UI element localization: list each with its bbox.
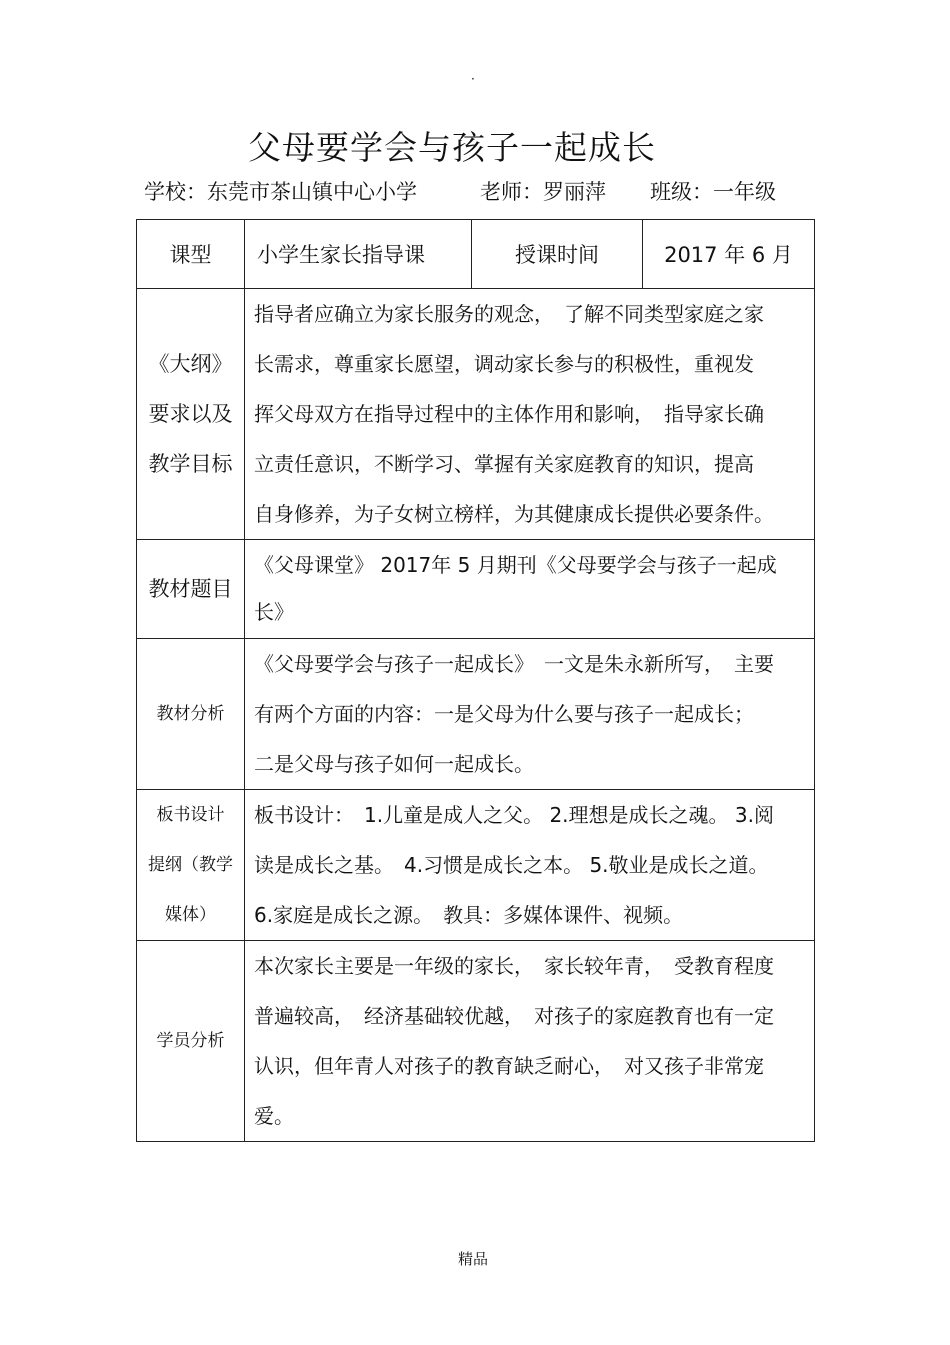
school-name: 东莞市茶山镇中心小学 xyxy=(207,180,417,204)
grade-info xyxy=(650,176,776,206)
header-row xyxy=(137,220,815,289)
row-text-learner-analysis: 本次家长主要是一年级的家长， 家长较年青， 受教育程度 普遍较高， 经济基础较优越， 对孩子的家庭教育也有一定 认识，但年青人对孩子的教育缺乏耐心， 对又孩子非常宠 爱。 xyxy=(245,941,815,1142)
teacher-name: 罗丽萍 xyxy=(543,180,606,204)
row-text-board-design: 板书设计： 1.儿童是成人之父。 2.理想是成长之魂。 3.阅 读是成长之基。 4.习惯是成长之本。 5.敬业是成长之道。 6.家庭是成长之源。 教具：多媒体课件、视频。 xyxy=(245,790,815,941)
lesson-type-value: 小学生家长指导课 xyxy=(245,220,472,289)
row-label-material-analysis: 教材分析 xyxy=(137,639,245,790)
table-row xyxy=(137,941,815,1142)
lesson-type-label: 课型 xyxy=(137,220,245,289)
row-label-material-title: 教材题目 xyxy=(137,540,245,639)
grade-name: 一年级 xyxy=(713,180,776,204)
teacher-info xyxy=(480,176,606,206)
lesson-plan-table xyxy=(136,219,815,1142)
row-text-material-title: 《父母课堂》 2017年 5 月期刊《父母要学会与孩子一起成 长》 xyxy=(245,540,815,639)
lesson-time-label: 授课时间 xyxy=(472,220,643,289)
page-footer: 精品 xyxy=(458,1250,489,1268)
teacher-label: 老师： xyxy=(480,180,543,204)
table-row xyxy=(137,540,815,639)
table-row xyxy=(137,289,815,540)
row-text-material-analysis: 《父母要学会与孩子一起成长》 一文是朱永新所写， 主要 有两个方面的内容：一是父母为什么要与孩子一起成长； 二是父母与孩子如何一起成长。 xyxy=(245,639,815,790)
table-row xyxy=(137,639,815,790)
row-text-syllabus: 指导者应确立为家长服务的观念， 了解不同类型家庭之家 长需求，尊重家长愿望，调动家长参与的积极性，重视发 挥父母双方在指导过程中的主体作用和影响， 指导家长确 立责任意识，不断学习、掌握有关家庭教育的知识，提高 自身修养，为子女树立榜样，为其健康成长提供必要条件。 xyxy=(245,289,815,540)
school-label: 学校： xyxy=(144,180,207,204)
top-mark: · xyxy=(471,72,475,86)
row-label-board-design: 板书设计 提纲（教学 媒体） xyxy=(137,790,245,941)
school-info xyxy=(144,176,417,206)
table-row xyxy=(137,790,815,941)
document-title: 父母要学会与孩子一起成长 xyxy=(248,128,656,167)
grade-label: 班级： xyxy=(650,180,713,204)
row-label-learner-analysis: 学员分析 xyxy=(137,941,245,1142)
row-label-syllabus: 《大纲》 要求以及 教学目标 xyxy=(137,289,245,540)
lesson-time-value: 2017 年 6 月 xyxy=(643,220,815,289)
